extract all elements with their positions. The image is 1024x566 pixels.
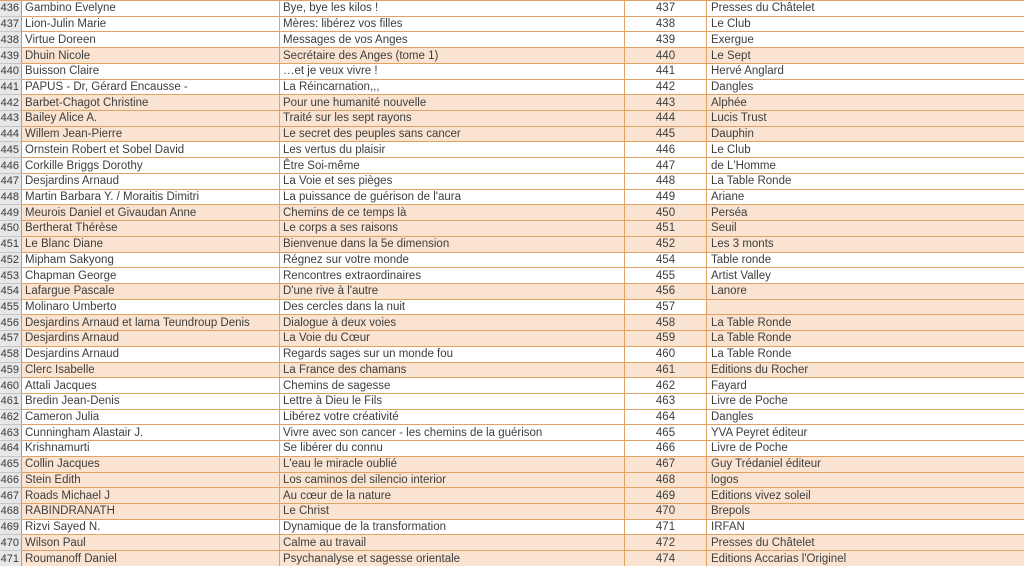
publisher-cell[interactable]: Lanore [707,284,1024,300]
author-cell[interactable]: Clerc Isabelle [22,363,280,379]
title-cell[interactable]: Calme au travail [280,535,625,551]
author-cell[interactable]: Cameron Julia [22,410,280,426]
row-number-cell[interactable]: 465 [0,457,22,473]
index-cell[interactable]: 462 [625,378,707,394]
title-cell[interactable]: L'eau le miracle oublié [280,457,625,473]
publisher-cell[interactable]: de L'Homme [707,158,1024,174]
title-cell[interactable]: Messages de vos Anges [280,32,625,48]
author-cell[interactable]: Ornstein Robert et Sobel David [22,142,280,158]
author-cell[interactable]: Gambino Evelyne [22,1,280,17]
publisher-cell[interactable]: Le Sept [707,48,1024,64]
index-cell[interactable]: 438 [625,17,707,33]
table-row [0,300,1024,316]
index-cell[interactable]: 454 [625,253,707,269]
author-cell[interactable]: Corkille Briggs Dorothy [22,158,280,174]
index-cell[interactable]: 452 [625,237,707,253]
table-row [0,268,1024,284]
index-cell[interactable]: 448 [625,174,707,190]
title-cell[interactable]: Le corps a ses raisons [280,221,625,237]
row-number-cell[interactable]: 460 [0,378,22,394]
table-row [0,457,1024,473]
row-number-cell[interactable]: 441 [0,80,22,96]
index-cell[interactable]: 449 [625,190,707,206]
row-number-cell[interactable]: 438 [0,32,22,48]
index-cell[interactable]: 470 [625,504,707,520]
author-cell[interactable]: Desjardins Arnaud [22,347,280,363]
author-cell[interactable]: Willem Jean-Pierre [22,127,280,143]
publisher-cell[interactable]: Hervé Anglard [707,64,1024,80]
author-cell[interactable]: Bailey Alice A. [22,111,280,127]
table-row [0,190,1024,206]
table-row [0,174,1024,190]
row-number-cell[interactable]: 447 [0,174,22,190]
title-cell[interactable]: Au cœur de la nature [280,488,625,504]
author-cell[interactable]: Buisson Claire [22,64,280,80]
author-cell[interactable]: Rizvi Sayed N. [22,520,280,536]
title-cell[interactable]: Rencontres extraordinaires [280,268,625,284]
index-cell[interactable]: 445 [625,127,707,143]
title-cell[interactable]: Être Soi-même [280,158,625,174]
index-cell[interactable]: 437 [625,1,707,17]
row-number-cell[interactable]: 466 [0,473,22,489]
row-number-cell[interactable]: 469 [0,520,22,536]
row-number-cell[interactable]: 437 [0,17,22,33]
title-cell[interactable]: Vivre avec son cancer - les chemins de la guérison [280,425,625,441]
publisher-cell[interactable]: La Table Ronde [707,315,1024,331]
title-cell[interactable]: Dynamique de la transformation [280,520,625,536]
table-row [0,221,1024,237]
title-cell[interactable]: Mères: libérez vos filles [280,17,625,33]
table-row [0,488,1024,504]
row-number-cell[interactable]: 449 [0,205,22,221]
row-number-cell[interactable]: 467 [0,488,22,504]
table-row [0,363,1024,379]
author-cell[interactable]: Martin Barbara Y. / Moraitis Dimitri [22,190,280,206]
author-cell[interactable]: Chapman George [22,268,280,284]
title-cell[interactable]: Le secret des peuples sans cancer [280,127,625,143]
title-cell[interactable]: Bienvenue dans la 5e dimension [280,237,625,253]
publisher-cell[interactable]: La Table Ronde [707,347,1024,363]
index-cell[interactable]: 451 [625,221,707,237]
publisher-cell[interactable]: La Table Ronde [707,331,1024,347]
row-number-cell[interactable]: 436 [0,1,22,17]
title-cell[interactable]: Traité sur les sept rayons [280,111,625,127]
author-cell[interactable]: Attali Jacques [22,378,280,394]
table-row [0,425,1024,441]
table-row [0,504,1024,520]
author-cell[interactable]: Wilson Paul [22,535,280,551]
author-cell[interactable]: Krishnamurti [22,441,280,457]
publisher-cell[interactable] [707,300,1024,316]
title-cell[interactable]: Lettre à Dieu le Fils [280,394,625,410]
table-row [0,17,1024,33]
title-cell[interactable]: Dialogue à deux voies [280,315,625,331]
index-cell[interactable]: 442 [625,80,707,96]
author-cell[interactable]: Lafargue Pascale [22,284,280,300]
table-row [0,1,1024,17]
index-cell[interactable]: 467 [625,457,707,473]
table-row [0,347,1024,363]
table-row [0,394,1024,410]
table-row [0,378,1024,394]
title-cell[interactable]: La France des chamans [280,363,625,379]
table-row [0,205,1024,221]
publisher-cell[interactable]: Fayard [707,378,1024,394]
index-cell[interactable]: 440 [625,48,707,64]
publisher-cell[interactable]: Le Club [707,142,1024,158]
row-number-cell[interactable]: 446 [0,158,22,174]
row-number-cell[interactable]: 454 [0,284,22,300]
title-cell[interactable]: …et je veux vivre ! [280,64,625,80]
title-cell[interactable]: La Voie du Cœur [280,331,625,347]
publisher-cell[interactable]: Table ronde [707,253,1024,269]
author-cell[interactable]: Meurois Daniel et Givaudan Anne [22,205,280,221]
publisher-cell[interactable]: Brepols [707,504,1024,520]
table-row [0,441,1024,457]
title-cell[interactable]: D'une rive à l'autre [280,284,625,300]
publisher-cell[interactable]: Les 3 monts [707,237,1024,253]
author-cell[interactable]: Lion-Julin Marie [22,17,280,33]
table-row [0,520,1024,536]
index-cell[interactable]: 466 [625,441,707,457]
row-number-cell[interactable]: 443 [0,111,22,127]
author-cell[interactable]: Desjardins Arnaud et lama Teundroup Denis [22,315,280,331]
title-cell[interactable]: Pour une humanité nouvelle [280,95,625,111]
index-cell[interactable]: 474 [625,551,707,566]
author-cell[interactable]: Mipham Sakyong [22,253,280,269]
table-row [0,111,1024,127]
table-row [0,48,1024,64]
index-cell[interactable]: 446 [625,142,707,158]
author-cell[interactable]: Stein Edith [22,473,280,489]
publisher-cell[interactable]: Le Club [707,17,1024,33]
row-number-cell[interactable]: 450 [0,221,22,237]
author-cell[interactable]: Bredin Jean-Denis [22,394,280,410]
row-number-cell[interactable]: 468 [0,504,22,520]
title-cell[interactable]: La Voie et ses pièges [280,174,625,190]
title-cell[interactable]: La puissance de guérison de l'aura [280,190,625,206]
title-cell[interactable]: Libérez votre créativité [280,410,625,426]
author-cell[interactable]: Roumanoff Daniel [22,551,280,566]
table-row [0,284,1024,300]
publisher-cell[interactable]: Presses du Châtelet [707,535,1024,551]
title-cell[interactable]: Bye, bye les kilos ! [280,1,625,17]
title-cell[interactable]: Régnez sur votre monde [280,253,625,269]
author-cell[interactable]: Virtue Doreen [22,32,280,48]
index-cell[interactable]: 469 [625,488,707,504]
row-number-cell[interactable]: 462 [0,410,22,426]
row-number-cell[interactable]: 444 [0,127,22,143]
index-cell[interactable]: 450 [625,205,707,221]
row-number-cell[interactable]: 439 [0,48,22,64]
index-cell[interactable]: 463 [625,394,707,410]
publisher-cell[interactable]: Presses du Châtelet [707,1,1024,17]
index-cell[interactable]: 455 [625,268,707,284]
title-cell[interactable]: Chemins de sagesse [280,378,625,394]
title-cell[interactable]: Des cercles dans la nuit [280,300,625,316]
publisher-cell[interactable]: Guy Trédaniel éditeur [707,457,1024,473]
table-row [0,142,1024,158]
row-number-cell[interactable]: 442 [0,95,22,111]
index-cell[interactable]: 461 [625,363,707,379]
row-number-cell[interactable]: 440 [0,64,22,80]
index-cell[interactable]: 441 [625,64,707,80]
table-row [0,80,1024,96]
author-cell[interactable]: Bertherat Thérèse [22,221,280,237]
row-number-cell[interactable]: 456 [0,315,22,331]
index-cell[interactable]: 447 [625,158,707,174]
table-row [0,127,1024,143]
row-number-cell[interactable]: 471 [0,551,22,566]
row-number-cell[interactable]: 445 [0,142,22,158]
title-cell[interactable]: Les vertus du plaisir [280,142,625,158]
index-cell[interactable]: 460 [625,347,707,363]
title-cell[interactable]: La Réincarnation,,, [280,80,625,96]
index-cell[interactable]: 459 [625,331,707,347]
title-cell[interactable]: Regards sages sur un monde fou [280,347,625,363]
index-cell[interactable]: 444 [625,111,707,127]
publisher-cell[interactable]: Perséa [707,205,1024,221]
table-row [0,315,1024,331]
index-cell[interactable]: 443 [625,95,707,111]
author-cell[interactable]: Molinaro Umberto [22,300,280,316]
row-number-cell[interactable]: 453 [0,268,22,284]
author-cell[interactable]: Desjardins Arnaud [22,331,280,347]
row-number-cell[interactable]: 463 [0,425,22,441]
author-cell[interactable]: RABINDRANATH [22,504,280,520]
table-row [0,473,1024,489]
author-cell[interactable]: Desjardins Arnaud [22,174,280,190]
publisher-cell[interactable]: Dangles [707,410,1024,426]
title-cell[interactable]: Psychanalyse et sagesse orientale [280,551,625,566]
table-row [0,253,1024,269]
publisher-cell[interactable]: IRFAN [707,520,1024,536]
publisher-cell[interactable]: Editions vivez soleil [707,488,1024,504]
row-number-cell[interactable]: 458 [0,347,22,363]
table-row [0,410,1024,426]
index-cell[interactable]: 464 [625,410,707,426]
author-cell[interactable]: Collin Jacques [22,457,280,473]
index-cell[interactable]: 439 [625,32,707,48]
publisher-cell[interactable]: Seuil [707,221,1024,237]
publisher-cell[interactable]: Editions Accarias l'Originel [707,551,1024,566]
title-cell[interactable]: Secrétaire des Anges (tome 1) [280,48,625,64]
table-row [0,551,1024,566]
row-number-cell[interactable]: 461 [0,394,22,410]
index-cell[interactable]: 472 [625,535,707,551]
index-cell[interactable]: 465 [625,425,707,441]
index-cell[interactable]: 471 [625,520,707,536]
author-cell[interactable]: Roads Michael J [22,488,280,504]
index-cell[interactable]: 456 [625,284,707,300]
index-cell[interactable]: 458 [625,315,707,331]
publisher-cell[interactable]: Dangles [707,80,1024,96]
table-row [0,535,1024,551]
publisher-cell[interactable]: Livre de Poche [707,394,1024,410]
title-cell[interactable]: Chemins de ce temps là [280,205,625,221]
title-cell[interactable]: Los caminos del silencio interior [280,473,625,489]
row-number-cell[interactable]: 452 [0,253,22,269]
table-row [0,64,1024,80]
title-cell[interactable]: Se libérer du connu [280,441,625,457]
row-number-cell[interactable]: 448 [0,190,22,206]
table-row [0,158,1024,174]
publisher-cell[interactable]: Lucis Trust [707,111,1024,127]
publisher-cell[interactable]: Ariane [707,190,1024,206]
author-cell[interactable]: Barbet-Chagot Christine [22,95,280,111]
publisher-cell[interactable]: Dauphin [707,127,1024,143]
index-cell[interactable]: 468 [625,473,707,489]
author-cell[interactable]: PAPUS - Dr, Gérard Encausse - [22,80,280,96]
table-row [0,237,1024,253]
publisher-cell[interactable]: Exergue [707,32,1024,48]
title-cell[interactable]: Le Christ [280,504,625,520]
publisher-cell[interactable]: Editions du Rocher [707,363,1024,379]
table-row [0,95,1024,111]
table-row [0,331,1024,347]
row-number-cell[interactable]: 455 [0,300,22,316]
row-number-cell[interactable]: 457 [0,331,22,347]
publisher-cell[interactable]: Artist Valley [707,268,1024,284]
index-cell[interactable]: 457 [625,300,707,316]
publisher-cell[interactable]: La Table Ronde [707,174,1024,190]
publisher-cell[interactable]: logos [707,473,1024,489]
row-number-cell[interactable]: 470 [0,535,22,551]
row-number-cell[interactable]: 464 [0,441,22,457]
publisher-cell[interactable]: Alphée [707,95,1024,111]
row-number-cell[interactable]: 451 [0,237,22,253]
row-number-cell[interactable]: 459 [0,363,22,379]
table-row [0,32,1024,48]
publisher-cell[interactable]: Livre de Poche [707,441,1024,457]
author-cell[interactable]: Dhuin Nicole [22,48,280,64]
author-cell[interactable]: Cunningham Alastair J. [22,425,280,441]
publisher-cell[interactable]: YVA Peyret éditeur [707,425,1024,441]
author-cell[interactable]: Le Blanc Diane [22,237,280,253]
